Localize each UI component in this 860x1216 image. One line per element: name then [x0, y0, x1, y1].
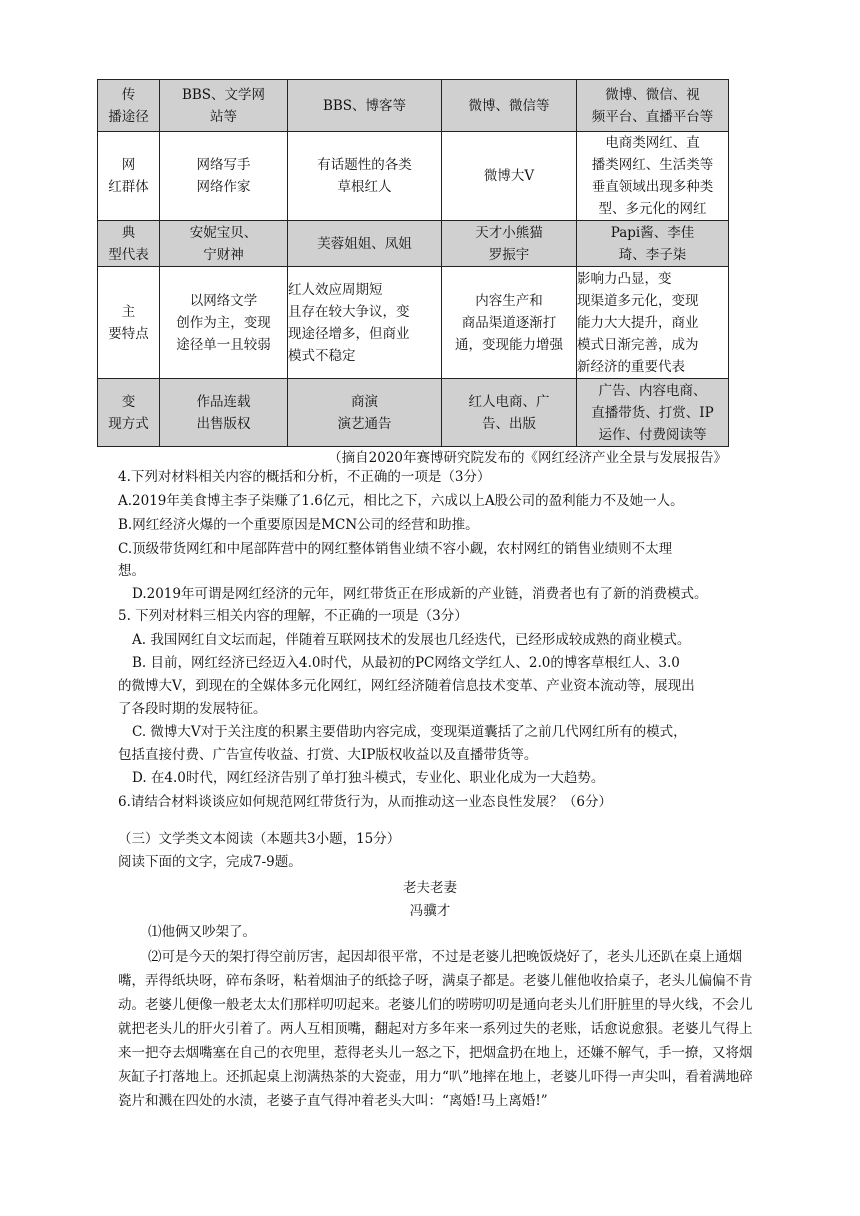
table-cell: BBS、文学网 站等	[160, 80, 288, 132]
q4-option-c: C.顶级带货网红和中尾部阵营中的网红整体销售业绩不容小觑，农村网红的销售业绩则不太理	[118, 541, 673, 557]
q6-stem: 6.请结合材料谈谈应如何规范网红带货行为，从而推动这一业态良性发展？（6分）	[118, 794, 612, 810]
table-cell: 有话题性的各类 草根红人	[288, 132, 442, 221]
table-row	[98, 267, 729, 379]
table-cell: 微博大V	[442, 132, 577, 221]
table-cell: 电商类网红、直 播类网红、生活类等 垂直领域出现多种类 型、多元化的网红	[577, 132, 729, 221]
table-cell: 芙蓉姐姐、凤姐	[288, 221, 442, 267]
row-header-monetization: 变 现方式	[98, 379, 160, 447]
row-header-representative: 典 型代表	[98, 221, 160, 267]
table-cell: 作品连载 出售版权	[160, 379, 288, 447]
table-cell: Papi酱、李佳 琦、李子柒	[577, 221, 729, 267]
table-cell: 红人电商、广 告、出版	[442, 379, 577, 447]
story-author: 冯骥才	[409, 903, 451, 919]
table-row	[98, 379, 729, 447]
table-cell: 广告、内容电商、 直播带货、打赏、IP 运作、付费阅读等	[577, 379, 729, 447]
table-cell: 微博、微信等	[442, 80, 577, 132]
q4-option-c-cont: 想。	[118, 563, 145, 579]
q4-option-a: A.2019年美食博主李子柒赚了1.6亿元，相比之下，六成以上A股公司的盈利能力不及她一人。	[118, 493, 684, 509]
table-cell: BBS、博客等	[288, 80, 442, 132]
table-source-note: （摘自2020年赛博研究院发布的《网红经济产业全景与发展报告》	[328, 450, 727, 466]
table-cell: 网络写手 网络作家	[160, 132, 288, 221]
table-cell: 以网络文学 创作为主，变现 途径单一且较弱	[160, 267, 288, 379]
story-title: 老夫老妻	[403, 880, 457, 896]
table-cell: 安妮宝贝、 宁财神	[160, 221, 288, 267]
section3-instruction: 阅读下面的文字，完成7-9题。	[118, 854, 302, 870]
row-header-features: 主 要特点	[98, 267, 160, 379]
table-row	[98, 80, 729, 132]
q5-option-b: B. 目前，网红经济已经迈入4.0时代，从最初的PC网络文学红人、2.0的博客草根红人、3.0	[132, 655, 680, 671]
q5-option-d: D. 在4.0时代，网红经济告别了单打独斗模式，专业化、职业化成为一大趋势。	[132, 770, 605, 786]
table-cell: 红人效应周期短 且存在较大争议，变 现途径增多，但商业 模式不稳定	[288, 267, 442, 379]
q5-option-c-cont: 包括直接付费、广告宣传收益、打赏、大IP版权收益以及直播带货等。	[118, 747, 538, 763]
q4-option-d: D.2019年可谓是网红经济的元年，网红带货正在形成新的产业链，消费者也有了新的消费模式。	[132, 586, 708, 602]
table-cell: 内容生产和 商品渠道逐渐打 通，变现能力增强	[442, 267, 577, 379]
table-cell: 影响力凸显，变 现渠道多元化，变现 能力大大提升，商业 模式日渐完善，成为 新经济的重要代表	[577, 267, 729, 379]
q5-option-c: C. 微博大V对于关注度的积累主要借助内容完成，变现渠道囊括了之前几代网红所有的模式，	[132, 724, 687, 740]
q4-stem: 4.下列对材料相关内容的概括和分析，不正确的一项是（3分）	[118, 469, 491, 485]
table-row	[98, 132, 729, 221]
story-paragraph-1: ⑴他俩又吵架了。	[148, 924, 256, 940]
row-header-channel: 传 播途径	[98, 80, 160, 132]
table-cell: 微博、微信、视 频平台、直播平台等	[577, 80, 729, 132]
row-header-group: 网 红群体	[98, 132, 160, 221]
q5-stem: 5. 下列对材料三相关内容的理解，不正确的一项是（3分）	[118, 608, 468, 624]
story-paragraph-2: ⑵可是今天的架打得空前厉害，起因却很平常，不过是老婆儿把晚饭烧好了，老头儿还趴在桌上通烟嘴，弄得纸块呀，碎布条呀，粘着烟油子的纸捻子呀，满桌子都是。老婆儿催他收拾桌子，老头儿偏偏不肯动。老婆儿便像一般老太太们那样叨叨起来。老婆儿们的唠唠叨叨是通向老头儿们肝脏里的导火线，不会儿就把老头儿的肝火引着了。两人互相顶嘴，翻起对方多年来一系列过失的老账，话愈说愈狠。老婆儿气得上来一把夺去烟嘴塞在自己的衣兜里，惹得老头儿一怒之下，把烟盒扔在地上，还嫌不解气，手一撩，又将烟灰缸子打落地上。还抓起桌上沏满热茶的大瓷壶，用力“叭”地摔在地上，老婆儿吓得一声尖叫，看着满地碎瓷片和溅在四处的水渍，老婆子直气得冲着老头大叫：“离婚!马上离婚!”	[118, 949, 753, 1109]
q5-option-b-cont2: 了各段时期的发展特征。	[118, 701, 267, 717]
table-cell: 商演 演艺通告	[288, 379, 442, 447]
q5-option-b-cont: 的微博大V，到现在的全媒体多元化网红，网红经济随着信息技术变革、产业资本流动等，展现出	[118, 678, 695, 694]
section3-heading: （三）文学类文本阅读（本题共3小题，15分）	[118, 831, 401, 847]
table-row	[98, 221, 729, 267]
table-cell: 天才小熊猫 罗振宇	[442, 221, 577, 267]
q5-option-a: A. 我国网红自文坛而起，伴随着互联网技术的发展也几经迭代，已经形成较成熟的商业模式。	[132, 632, 691, 648]
comparison-table	[97, 79, 729, 447]
q4-option-b: B.网红经济火爆的一个重要原因是MCN公司的经营和助推。	[118, 517, 479, 533]
